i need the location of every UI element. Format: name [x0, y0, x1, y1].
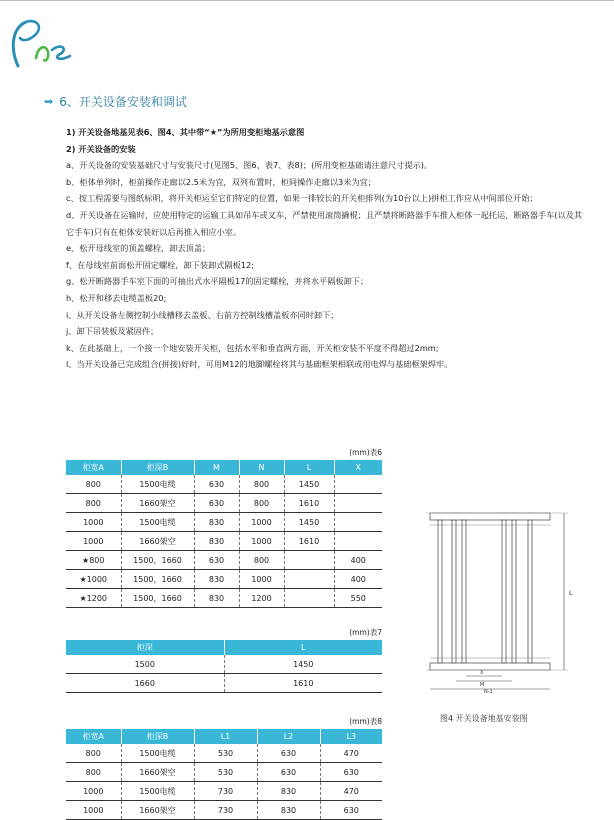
column-header: 柜宽A	[66, 729, 121, 744]
table-row	[66, 570, 382, 589]
table7-header-row	[66, 640, 382, 655]
table6-header-row	[66, 460, 382, 475]
table-cell: 730	[194, 801, 257, 820]
table-row	[66, 551, 382, 570]
dim-label-n: N-1	[484, 689, 493, 693]
table-cell: 1000	[239, 513, 284, 532]
instruction-line: a、开关设备的安装基础尺寸与安装尺寸(见图5、图6、表7、表8)；(所用变柜基础请注意尺寸提示)。	[66, 160, 433, 171]
instruction-line: l、当开关设备已完成组合(拼接)好时，可用M12的地脚螺栓将其与基础框架相联或用电焊与基础框架焊牢。	[66, 359, 453, 370]
instruction-line: j、卸下吊装板及紧固件；	[66, 326, 159, 337]
column-header: N	[239, 460, 284, 475]
table-cell	[334, 475, 382, 494]
table-cell: 1610	[224, 674, 382, 693]
table7	[66, 640, 382, 693]
column-header: M	[194, 460, 239, 475]
table-cell: 800	[66, 475, 121, 494]
column-header: 柜深	[66, 640, 224, 655]
instruction-line: g、松开断路器手车室下面的可抽出式水平隔板17的固定螺栓，并将水平隔板卸下；	[66, 276, 369, 287]
instruction-line: b、柜体单列时，柜前操作走廊以2.5米为宜，双列布置时，柜间操作走廊以3米为宜；	[66, 176, 376, 187]
table-cell: 1000	[66, 513, 121, 532]
foundation-installation-drawing	[420, 505, 585, 693]
table8-header-row	[66, 729, 382, 744]
table-row	[66, 513, 382, 532]
table-cell: 830	[194, 589, 239, 608]
table-cell	[284, 551, 334, 570]
table7-unit: (mm)表7	[349, 628, 382, 637]
table-cell: 800	[66, 494, 121, 513]
table-cell: 1500，1660	[121, 551, 194, 570]
column-header: X	[334, 460, 382, 475]
table6	[66, 460, 382, 608]
table-row	[66, 763, 382, 782]
table-cell: 1000	[66, 782, 121, 801]
table-cell: 1500	[66, 655, 224, 674]
table-row	[66, 782, 382, 801]
dim-label-l: L	[569, 590, 573, 597]
table8	[66, 729, 382, 820]
table6-unit: (mm)表6	[349, 448, 382, 457]
column-header: L3	[320, 729, 382, 744]
table-cell: 800	[239, 475, 284, 494]
table-cell: 830	[194, 513, 239, 532]
table-cell: 1450	[284, 475, 334, 494]
table-cell: 1660	[66, 674, 224, 693]
table-cell	[334, 532, 382, 551]
table-cell: 630	[194, 494, 239, 513]
column-header: L	[284, 460, 334, 475]
table-row	[66, 801, 382, 820]
table-cell: 830	[257, 801, 320, 820]
table-cell: 830	[257, 782, 320, 801]
table-cell	[284, 570, 334, 589]
table-row	[66, 494, 382, 513]
table-cell: 1000	[239, 570, 284, 589]
column-header: 柜深B	[121, 729, 194, 744]
table-cell: 400	[334, 551, 382, 570]
table-cell: 1450	[224, 655, 382, 674]
column-header: 柜宽A	[66, 460, 121, 475]
instruction-line: d、开关设备在运输时，应使用特定的运输工具如吊车或叉车，严禁使用滚筒撬棍；且严禁将断路器手车推入柜体一起托运，断路器手车(以及其它手车)只有在柜体安装好以后再推入相应小室。	[66, 209, 583, 237]
table-cell: 1500电缆	[121, 782, 194, 801]
dim-label-m: M	[480, 682, 485, 688]
instruction-line: h、松开和移去电缆盖板20;	[66, 292, 167, 303]
table-row	[66, 674, 382, 693]
table-cell: 1610	[284, 494, 334, 513]
table-cell: 830	[194, 570, 239, 589]
instruction-line: 1) 开关设备地基见表6、图4、其中带“★”为所用变柜地基示意图	[66, 127, 305, 137]
installation-instructions	[66, 124, 586, 373]
table-cell: 1200	[239, 589, 284, 608]
table-cell: 1660架空	[121, 494, 194, 513]
instruction-line: i、从开关设备左侧控制小线槽移去盖板、右前方控制线槽盖板亦同时卸下；	[66, 309, 339, 320]
table-cell: 470	[320, 744, 382, 763]
table-cell: ★1200	[66, 589, 121, 608]
table-cell: 1610	[284, 532, 334, 551]
table-cell: 1450	[284, 513, 334, 532]
table-cell	[334, 494, 382, 513]
table-cell: 1660架空	[121, 532, 194, 551]
table-cell: 1660架空	[121, 763, 194, 782]
section-title	[44, 93, 187, 110]
table-cell: 530	[194, 763, 257, 782]
instruction-line: e、松开母线室的顶盖螺栓，卸去顶盖；	[66, 243, 211, 254]
dim-label-x: X	[480, 670, 484, 676]
table-row	[66, 744, 382, 763]
table-cell: 630	[320, 763, 382, 782]
table-row	[66, 655, 382, 674]
table-cell: 800	[239, 551, 284, 570]
table-cell	[334, 513, 382, 532]
table8-unit: (mm)表8	[349, 717, 382, 726]
table-cell: ★1000	[66, 570, 121, 589]
table-cell: 530	[194, 744, 257, 763]
instruction-line: 2) 开关设备的安装	[66, 143, 136, 154]
column-header: L1	[194, 729, 257, 744]
table-cell: 630	[257, 763, 320, 782]
table-cell: 830	[194, 532, 239, 551]
figure-caption: 图4 开关设备地基安装图	[440, 714, 528, 723]
table-cell: 800	[66, 744, 121, 763]
instruction-line: f、在母线室前面松开固定螺栓，卸下装卸式隔板12;	[66, 259, 254, 270]
instruction-line: k、在此基础上，一个接一个地安装开关柜，包括水平和垂直两方面，开关柜安装不平度不得超过2mm;	[66, 342, 439, 353]
table-cell: 630	[320, 801, 382, 820]
table-cell: 1500电缆	[121, 475, 194, 494]
table-cell: 1500电缆	[121, 513, 194, 532]
table-cell	[284, 589, 334, 608]
table-cell: 630	[194, 551, 239, 570]
top-rule	[0, 0, 614, 1]
company-logo	[6, 14, 92, 72]
table-cell: 470	[320, 782, 382, 801]
table-cell: 630	[257, 744, 320, 763]
table-cell: 400	[334, 570, 382, 589]
instruction-line: c、按工程需要与图纸标明，将开关柜运至它们特定的位置，如果一排较长的开关柜排列(为10台以上)拼柜工作应从中间部位开始；	[66, 193, 538, 204]
table-cell: 800	[239, 494, 284, 513]
table-row	[66, 589, 382, 608]
table-cell: 1000	[66, 801, 121, 820]
arrow-right-icon: ➡	[44, 95, 54, 108]
table-cell: 1500，1660	[121, 570, 194, 589]
table-cell: 630	[194, 475, 239, 494]
table-row	[66, 532, 382, 551]
column-header: 柜深B	[121, 460, 194, 475]
column-header: L2	[257, 729, 320, 744]
table-cell: 1660架空	[121, 801, 194, 820]
column-header: L	[224, 640, 382, 655]
table-cell: 730	[194, 782, 257, 801]
table-cell: 1000	[66, 532, 121, 551]
table-cell: 550	[334, 589, 382, 608]
table-cell: 800	[66, 763, 121, 782]
table-cell: 1500电缆	[121, 744, 194, 763]
table-cell: ★800	[66, 551, 121, 570]
table-cell: 1500，1660	[121, 589, 194, 608]
section-title-text: 6、开关设备安装和调试	[59, 95, 187, 109]
table-cell: 1000	[239, 532, 284, 551]
table-row	[66, 475, 382, 494]
